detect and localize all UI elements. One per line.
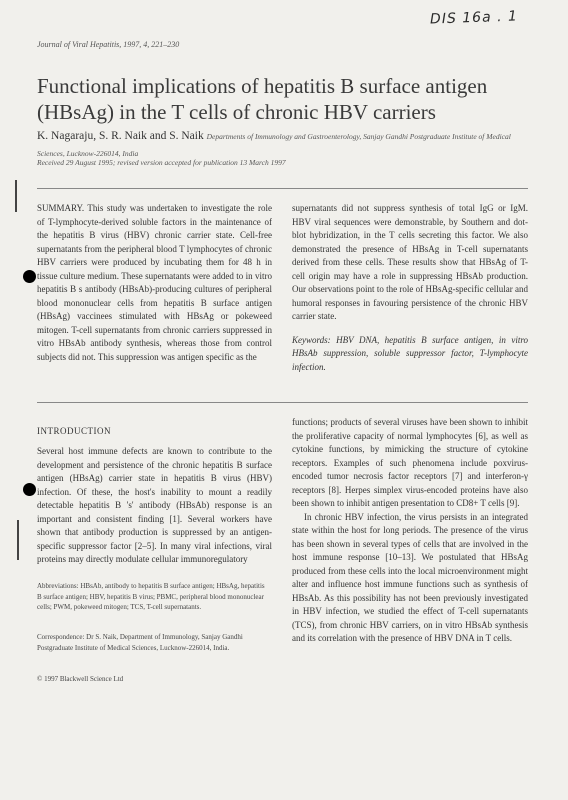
affiliation: Departments of Immunology and Gastroenterology, Sanjay Gandhi Postgraduate Institute of Medical Sciences, Lucknow-226014, India: [37, 132, 511, 158]
journal-citation: Journal of Viral Hepatitis, 1997, 4, 221–230: [37, 40, 180, 49]
author-names: K. Nagaraju, S. R. Naik and S. Naik: [37, 130, 204, 142]
summary-left: [37, 202, 272, 364]
introduction-text-right-1: functions; products of several viruses have been shown to inhibit the proliferative capacity of normal lymphocytes [6], as well as cytokine functions, by mimicking the structure of cytokine receptors. Examples of such phenomena include poxvirus-encoded tumor necrosis factor receptors [7] and interferon-γ receptors [8]. Herpes simplex virus-encoded proteins have also been shown to inhibit antigen presentation to CD8+ T cells [9].: [292, 417, 528, 508]
top-rule: [37, 188, 528, 189]
abbreviations-footnote: Abbreviations: HBsAb, antibody to hepatitis B surface antigen; HBsAg, hepatitis B surface antigen; HBV, hepatitis B virus; PBMC, peripheral blood mononuclear cells; PWM, pokeweed mitogen; TCS, T-cell supernatants.: [37, 582, 265, 611]
author-block: [37, 128, 537, 162]
summary-text-right: supernatants did not suppress synthesis of total IgG or IgM. HBV viral sequences were demonstrable, by Southern and dot-blot hybridization, in the T cells secreting this factor. We also demonstrated the presence of HBsAg in T-cell supernatants derived from these cells. These results show that HBsAg of T-cell origin may have a role in suppressing HBsAb production. Our observations point to the role of HBsAg-specific cellular and humoral responses in favouring persistence of the chronic HBV carrier state.: [292, 203, 528, 321]
introduction-heading: INTRODUCTION: [37, 426, 111, 436]
copyright-line: © 1997 Blackwell Science Ltd: [37, 675, 124, 683]
introduction-text-left: Several host immune defects are known to contribute to the development and persistence of the chronic hepatitis B surface antigen (HBsAg) carrier state in hepatitis B virus (HBV) infection. Of these, the host's inability to mount a readily detectable hepatitis B 's' antibody (HBsAb) response is an important and consistent finding [1]. Several workers have shown that antibody production is suppressed by an antigen-specific suppressor factor [2–5]. In many viral infections, viral proteins may directly modulate cellular immunoregulatory: [37, 446, 272, 564]
received-dates: Received 29 August 1995; revised version accepted for publication 13 March 1997: [37, 158, 286, 167]
introduction-right: [292, 416, 528, 646]
article-title: Functional implications of hepatitis B surface antigen (HBsAg) in the T cells of chronic HBV carriers: [37, 74, 488, 124]
summary-rule: [37, 402, 528, 403]
scan-mark-bottom: [17, 520, 19, 560]
punch-hole-bottom: [23, 483, 36, 496]
keywords: Keywords: HBV DNA, hepatitis B surface antigen, in vitro HBsAb suppression, soluble suppressor factor, T-lymphocyte infection.: [292, 334, 528, 372]
correspondence-footnote: Correspondence: Dr S. Naik, Department of Immunology, Sanjay Gandhi Postgraduate Institute of Medical Sciences, Lucknow-226014, India.: [37, 633, 243, 652]
summary-right: [292, 202, 528, 374]
introduction-left: [37, 445, 272, 567]
handwritten-note: DIS 16a . 1: [429, 8, 519, 28]
punch-hole-top: [23, 270, 36, 283]
introduction-text-right-2: In chronic HBV infection, the virus persists in an integrated state within the host for long periods. The presence of the virus has been shown in several types of cells that are involved in the host immune response [10–13]. We postulated that HBsAg produced from these cells into the local microenvironment might alter and influence host immune functions such as synthesis of HBsAb. As this possibility has not been previously investigated in HBV infection, we studied the effect of T-cell supernatants (TCS), from chronic HBV carriers, on in vitro HBsAb synthesis and its correlation with the presence of HBV DNA in T cells.: [292, 511, 528, 643]
scan-mark-top: [15, 180, 17, 212]
summary-text-left: SUMMARY. This study was undertaken to investigate the role of T-lymphocyte-derived soluble factors in the maintenance of the hepatitis B virus (HBV) chronic carrier state. Cell-free supernatants from the peripheral blood T lymphocytes of chronic HBV carriers were produced by incubating them for 48 h in tissue culture medium. These supernatants were added to in vitro hepatitis B s antibody (HBsAb)-producing cultures of peripheral blood mononuclear cells from hepatitis B surface antigen (HBsAg) vaccinees stimulated with HBsAg or pokeweed mitogen. T-cell supernatants from chronic carriers suppressed in vitro HBsAb antibody synthesis, whereas those from control subjects did not. This suppression was antigen specific as the: [37, 203, 272, 362]
